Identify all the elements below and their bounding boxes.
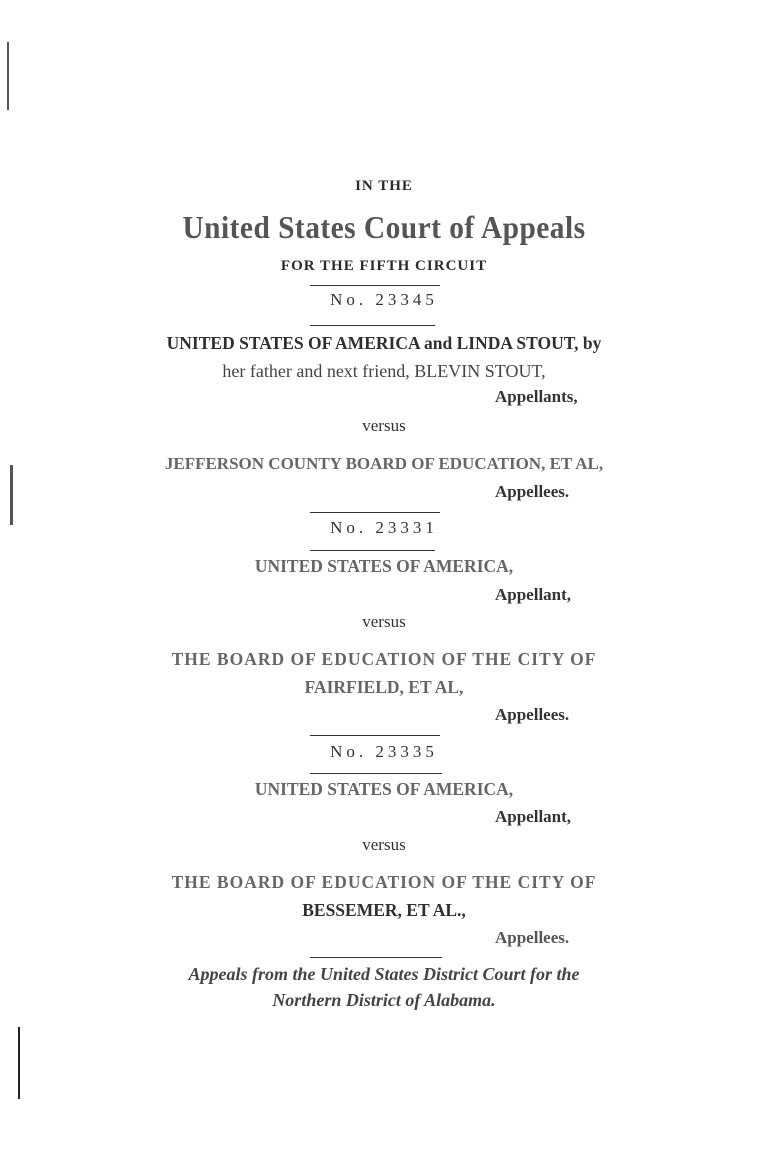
appeal-origin-line: Northern District of Alabama. bbox=[272, 990, 496, 1010]
party-role: Appellants, bbox=[495, 387, 578, 406]
circuit-name: FOR THE FIFTH CIRCUIT bbox=[280, 258, 488, 274]
party-line: UNITED STATES OF AMERICA and LINDA STOUT, by bbox=[166, 333, 602, 353]
party-role: Appellant, bbox=[495, 585, 572, 604]
party-line: BESSEMER, ET AL., bbox=[302, 900, 466, 920]
header-in-the: IN THE bbox=[355, 178, 413, 194]
party-line: JEFFERSON COUNTY BOARD OF EDUCATION, ET AL, bbox=[164, 454, 604, 473]
party-line: FAIRFIELD, ET AL, bbox=[304, 677, 464, 697]
divider bbox=[310, 512, 440, 513]
case-number: No. 23345 bbox=[330, 290, 438, 309]
divider bbox=[310, 325, 435, 326]
versus-label: versus bbox=[362, 835, 406, 854]
party-role: Appellees. bbox=[495, 928, 570, 947]
case-number: No. 23331 bbox=[330, 518, 438, 537]
party-line: UNITED STATES OF AMERICA, bbox=[254, 556, 514, 576]
case-number: No. 23335 bbox=[330, 742, 438, 761]
court-name: United States Court of Appeals bbox=[182, 209, 586, 245]
party-role: Appellees. bbox=[495, 482, 570, 501]
divider bbox=[310, 285, 440, 286]
versus-label: versus bbox=[362, 612, 406, 631]
scan-edge-mark-bottom bbox=[18, 1027, 20, 1099]
appeal-origin-line: Appeals from the United States District Court for the bbox=[188, 964, 580, 984]
scan-edge-mark-middle bbox=[10, 465, 13, 525]
scan-edge-mark-top bbox=[7, 42, 9, 110]
divider bbox=[310, 773, 442, 774]
versus-label: versus bbox=[362, 416, 406, 435]
divider bbox=[310, 735, 440, 736]
party-line: THE BOARD OF EDUCATION OF THE CITY OF bbox=[171, 649, 597, 669]
party-line: THE BOARD OF EDUCATION OF THE CITY OF bbox=[171, 872, 597, 892]
party-role: Appellant, bbox=[495, 807, 572, 826]
party-line: UNITED STATES OF AMERICA, bbox=[254, 779, 514, 799]
divider bbox=[310, 957, 442, 958]
divider bbox=[310, 550, 435, 551]
party-role: Appellees. bbox=[495, 705, 570, 724]
party-line: her father and next friend, BLEVIN STOUT, bbox=[222, 361, 546, 381]
